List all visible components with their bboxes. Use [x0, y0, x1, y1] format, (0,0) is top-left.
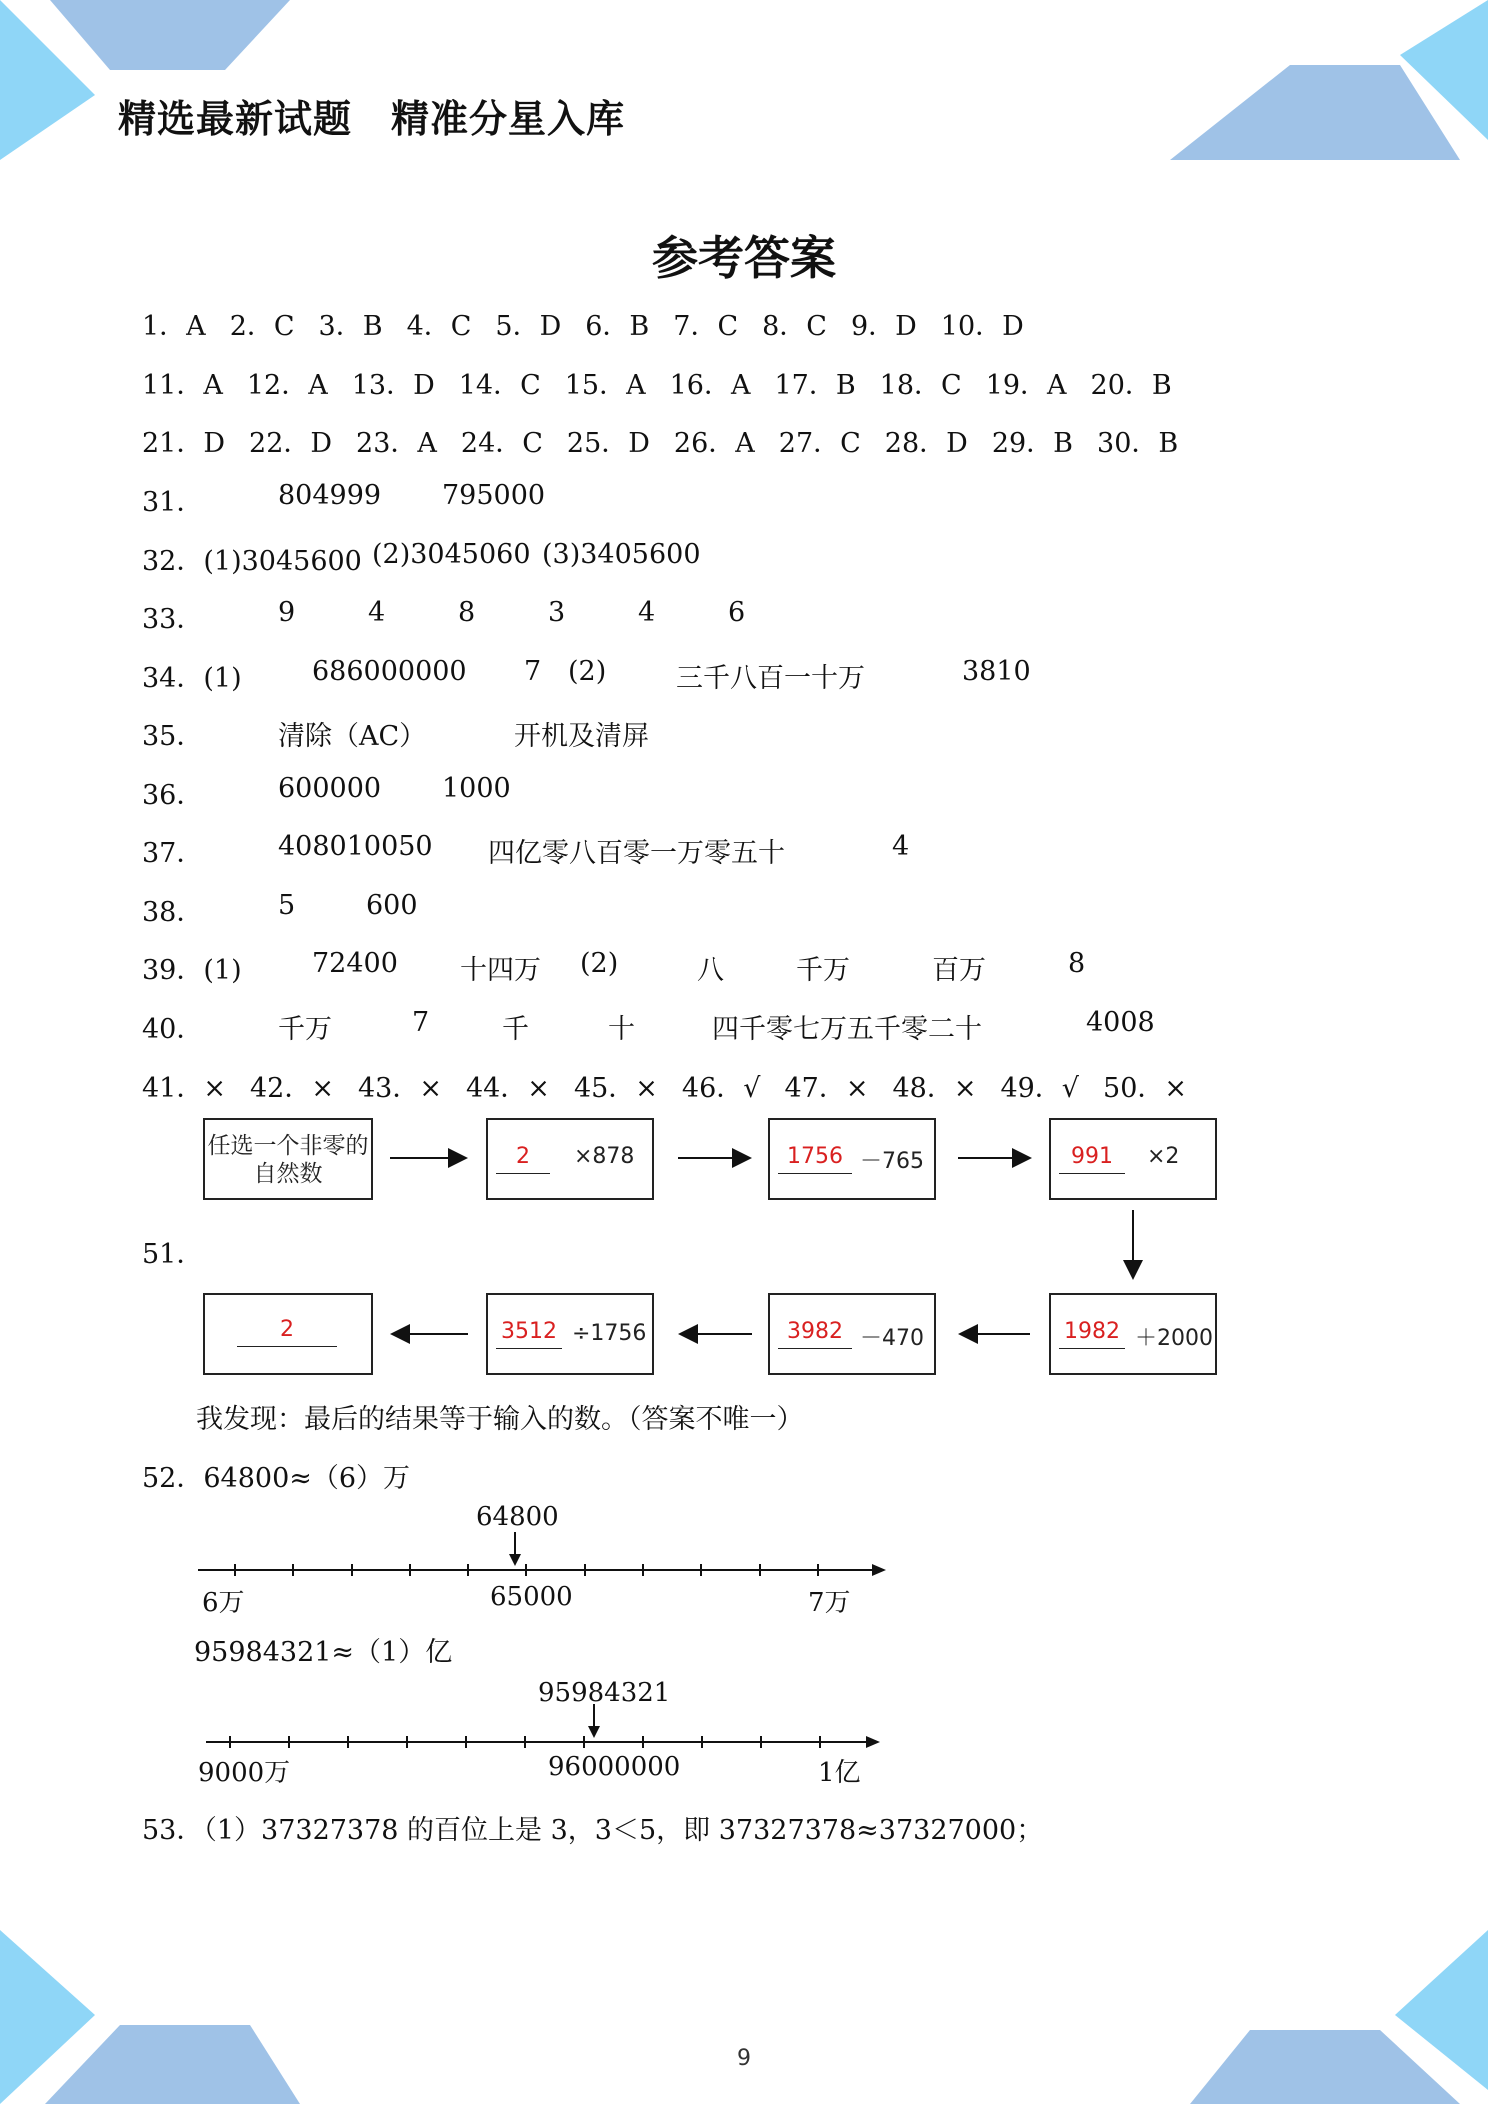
answer-item: 12．A: [246, 370, 328, 401]
answer-value: 四千零七万五千零二十: [712, 1014, 982, 1045]
answer-value: 三千八百一十万: [676, 663, 865, 694]
answer-value: 百万: [932, 955, 986, 986]
answer-item: 2．C: [229, 311, 295, 342]
answer-q37: [142, 831, 1342, 869]
answer-item: 23．A: [356, 428, 437, 459]
number-line-1-mid-label: 65000: [490, 1582, 573, 1612]
answer-value: (3)3405600: [542, 539, 701, 570]
answer-number: 31．: [142, 487, 204, 518]
answer-number: 36．: [142, 780, 204, 811]
answer-value: 3810: [962, 656, 1031, 687]
answer-item: 30．B: [1097, 428, 1179, 459]
answer-item: 14．C: [458, 370, 541, 401]
flow-step-box: [768, 1293, 936, 1375]
answer-number: 32．(1)3045600: [142, 546, 362, 577]
number-line-1-left-label: 6万: [202, 1588, 245, 1618]
flow-start-box: [203, 1118, 373, 1200]
answer-value: 清除（AC）: [278, 721, 427, 752]
step-answer: 1756: [778, 1144, 852, 1174]
answer-number: 40．: [142, 1014, 204, 1045]
number-line-1-marker: 64800: [476, 1502, 559, 1532]
answer-value: 4: [892, 831, 910, 862]
answer-item: 18．C: [879, 370, 962, 401]
flow-end-box: [203, 1293, 373, 1375]
answer-q33: [142, 597, 1342, 635]
answer-item: 20．B: [1090, 370, 1172, 401]
flow-step-box: [768, 1118, 936, 1200]
answer-value: 600000: [278, 773, 382, 804]
q53-line: 53．（1）37327378 的百位上是 3，3＜5，即 37327378≈37327000；: [142, 1815, 1044, 1846]
answer-number: 37．: [142, 838, 204, 869]
answer-number: 33．: [142, 604, 204, 635]
answer-item: 9．D: [850, 311, 917, 342]
answer-item: 50．×: [1103, 1073, 1187, 1104]
answer-item: 7．C: [673, 311, 739, 342]
mc-row-1: [142, 304, 1048, 343]
answer-value: 开机及清屏: [514, 721, 649, 752]
q52-line2: 95984321≈（1）亿: [194, 1637, 453, 1668]
answer-q39: [142, 948, 1342, 986]
number-line-1-right-label: 7万: [808, 1588, 851, 1618]
answer-q38: [142, 890, 1342, 928]
flow-step-box: [1049, 1118, 1217, 1200]
mc-row-3: [142, 421, 1202, 460]
number-line-2-left-label: 9000万: [198, 1758, 291, 1788]
start-box-text: 任选一个非零的自然数: [207, 1133, 369, 1187]
step-operation: －470: [860, 1326, 924, 1351]
answer-value: 795000: [442, 480, 546, 511]
answer-item: 29．B: [991, 428, 1074, 459]
answer-item: 16．A: [669, 370, 751, 401]
answer-value: 72400: [312, 948, 398, 979]
answer-number: 38．: [142, 897, 204, 928]
answer-item: 25．D: [566, 428, 650, 459]
step-answer: 3512: [496, 1319, 562, 1349]
step-operation: ÷1756: [572, 1321, 647, 1346]
answer-value: 9: [278, 597, 296, 628]
answer-value: 4: [368, 597, 386, 628]
answer-item: 43．×: [357, 1073, 442, 1104]
page-number: 9: [737, 2046, 751, 2071]
answer-item: 13．D: [351, 370, 435, 401]
answer-q31: [142, 480, 1342, 518]
answer-value: 7: [524, 656, 542, 687]
answer-item: 42．×: [249, 1073, 334, 1104]
flow-step-box: [486, 1293, 654, 1375]
answer-item: 24．C: [460, 428, 543, 459]
q51-label: 51．: [142, 1239, 204, 1270]
answer-item: 21．D: [142, 428, 226, 459]
answer-item: 49．√: [1000, 1073, 1080, 1104]
step-operation: ×2: [1147, 1144, 1180, 1169]
answer-value: (2): [568, 656, 607, 687]
number-line-2-right-label: 1亿: [818, 1758, 861, 1788]
answer-item: 26．A: [673, 428, 755, 459]
answer-value: 四亿零八百零一万零五十: [488, 838, 785, 869]
answer-item: 27．C: [778, 428, 861, 459]
answer-item: 10．D: [940, 311, 1024, 342]
answer-value: 408010050: [278, 831, 433, 862]
answer-item: 46．√: [681, 1073, 761, 1104]
answer-value: 十四万: [460, 955, 541, 986]
answer-item: 15．A: [564, 370, 646, 401]
top-right-decoration: [1170, 0, 1488, 165]
answer-value: 八: [697, 955, 724, 986]
answer-value: (2): [580, 948, 619, 979]
step-operation: ＋2000: [1135, 1326, 1213, 1351]
step-answer: 991: [1059, 1144, 1125, 1174]
answer-value: 十: [608, 1014, 635, 1045]
answer-value: 804999: [278, 480, 382, 511]
answer-value: 千: [502, 1014, 529, 1045]
answer-item: 11．A: [142, 370, 223, 401]
tf-row: [142, 1066, 1211, 1105]
header-slogan: 精选最新试题 精准分星入库: [118, 97, 626, 141]
answer-q32: [142, 539, 1342, 577]
answer-item: 8．C: [762, 311, 827, 342]
mc-row-2: [142, 363, 1196, 402]
answer-item: 3．B: [318, 311, 383, 342]
answer-value: 5: [278, 890, 296, 921]
answer-item: 5．D: [495, 311, 562, 342]
answer-item: 45．×: [573, 1073, 658, 1104]
step-answer: 3982: [778, 1319, 852, 1349]
step-answer: 1982: [1059, 1319, 1125, 1349]
bottom-left-decoration: [0, 1930, 320, 2104]
answer-value: 600: [366, 890, 418, 921]
q51-finding: 我发现：最后的结果等于输入的数。（答案不唯一）: [196, 1404, 804, 1435]
number-line-1: [190, 1530, 890, 1580]
answer-q36: [142, 773, 1342, 811]
top-left-decoration: [0, 0, 300, 170]
answer-item: 48．×: [892, 1073, 977, 1104]
page-title: 参考答案: [652, 231, 836, 285]
answer-q40: [142, 1007, 1342, 1045]
answer-item: 4．C: [406, 311, 472, 342]
q52-line1: 52．64800≈（6）万: [142, 1463, 411, 1494]
answer-value: 4008: [1086, 1007, 1155, 1038]
step-operation: ×878: [574, 1144, 635, 1169]
answer-q35: [142, 714, 1342, 752]
answer-value: 4: [638, 597, 656, 628]
answer-q34: [142, 656, 1342, 694]
answer-value: 千万: [796, 955, 850, 986]
answer-item: 28．D: [884, 428, 968, 459]
answer-item: 19．A: [985, 370, 1067, 401]
answer-item: 41．×: [142, 1073, 226, 1104]
answer-item: 44．×: [465, 1073, 550, 1104]
answer-number: 39．(1): [142, 955, 242, 986]
bottom-right-decoration: [1170, 1930, 1488, 2104]
number-line-2-marker: 95984321: [538, 1678, 671, 1708]
step-answer: 2: [496, 1144, 550, 1174]
answer-item: 47．×: [784, 1073, 869, 1104]
answer-value: 7: [412, 1007, 430, 1038]
answer-number: 35．: [142, 721, 204, 752]
number-line-2: [198, 1702, 888, 1752]
step-answer: 2: [237, 1317, 337, 1347]
answer-value: 8: [1068, 948, 1086, 979]
answer-item: 6．B: [585, 311, 650, 342]
answer-item: 17．B: [774, 370, 856, 401]
answer-item: 1．A: [142, 311, 206, 342]
number-line-2-mid-label: 96000000: [548, 1752, 681, 1782]
answer-value: 6: [728, 597, 746, 628]
answer-value: 8: [458, 597, 476, 628]
answer-value: 1000: [442, 773, 511, 804]
answer-value: 686000000: [312, 656, 467, 687]
flow-step-box: [1049, 1293, 1217, 1375]
answer-value: (2)3045060: [372, 539, 531, 570]
answer-value: 千万: [278, 1014, 332, 1045]
answer-number: 34．(1): [142, 663, 242, 694]
step-operation: －765: [860, 1149, 924, 1174]
answer-item: 22．D: [249, 428, 333, 459]
flow-step-box: [486, 1118, 654, 1200]
answer-value: 3: [548, 597, 566, 628]
